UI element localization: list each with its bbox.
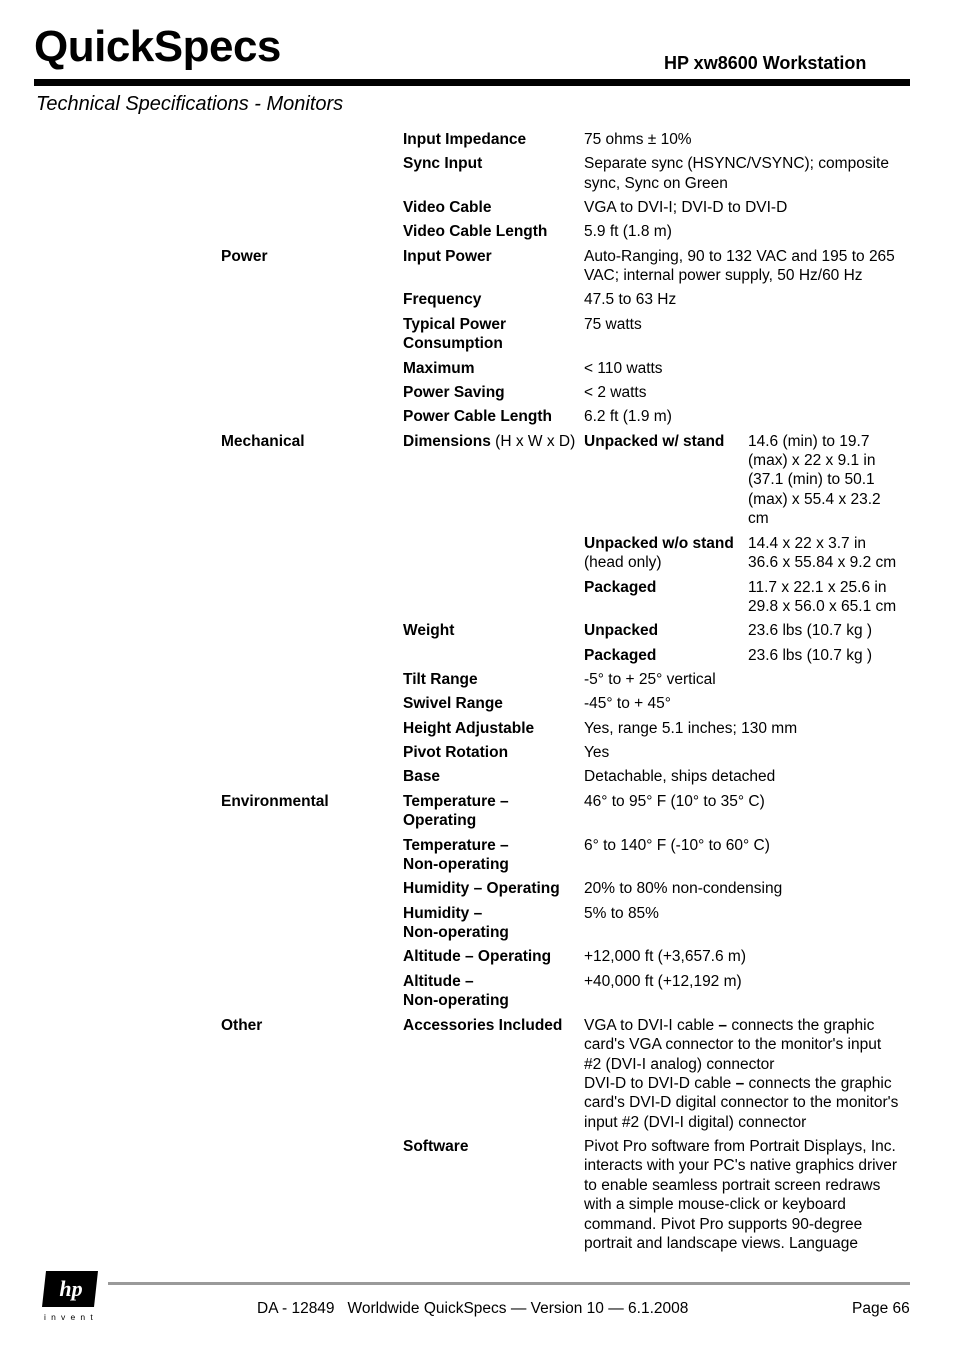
section-title: Technical Specifications - Monitors xyxy=(36,93,344,115)
altitude-operating-value: +12,000 ft (+3,657.6 m) xyxy=(584,948,746,965)
accessories-vga-lead: VGA to DVI-I cable xyxy=(584,1017,715,1034)
header-rule xyxy=(34,79,910,86)
unpacked-stand-label: Unpacked w/ stand xyxy=(584,433,725,450)
sync-input-value-line1: Separate sync (HSYNC/VSYNC); composite xyxy=(584,155,889,172)
packaged-dim-line2: 29.8 x 56.0 x 65.1 cm xyxy=(748,598,897,615)
typical-power-label-line2: Consumption xyxy=(403,335,503,352)
pivot-rotation-value: Yes xyxy=(584,744,610,761)
accessories-dvi-lead: DVI-D to DVI-D cable xyxy=(584,1075,732,1092)
humidity-non-operating-value: 5% to 85% xyxy=(584,905,659,922)
unpacked-stand-line1: 14.6 (min) to 19.7 xyxy=(748,433,870,450)
packaged-dim-label: Packaged xyxy=(584,579,657,596)
maximum-label: Maximum xyxy=(403,360,475,377)
base-value: Detachable, ships detached xyxy=(584,768,776,785)
packaged-dim-line1: 11.7 x 22.1 x 25.6 in xyxy=(748,579,887,596)
weight-packaged-label: Packaged xyxy=(584,647,657,664)
page-number: Page 66 xyxy=(852,1300,910,1317)
sync-input-label: Sync Input xyxy=(403,155,483,172)
power-saving-label: Power Saving xyxy=(403,384,505,401)
temp-non-operating-label-line1: Temperature – xyxy=(403,837,509,854)
accessories-vga-dash: – xyxy=(714,1017,732,1034)
unpacked-no-stand-line1: 14.4 x 22 x 3.7 in xyxy=(748,535,867,552)
dimensions-label-suffix: (H x W x D) xyxy=(490,433,576,450)
temp-non-operating-label-line2: Non-operating xyxy=(403,856,509,873)
maximum-value: < 110 watts xyxy=(584,360,663,377)
frequency-label: Frequency xyxy=(403,291,482,308)
weight-label: Weight xyxy=(403,622,455,639)
footer-rule xyxy=(108,1282,910,1285)
accessories-dvi-line1 xyxy=(584,1074,892,1094)
software-label: Software xyxy=(403,1138,469,1155)
temp-non-operating-value: 6° to 140° F (-10° to 60° C) xyxy=(584,837,770,854)
humidity-non-operating-label-line1: Humidity – xyxy=(403,905,483,922)
input-impedance-value: 75 ohms ± 10% xyxy=(584,131,692,148)
dimensions-label-bold: Dimensions xyxy=(403,433,491,450)
accessories-dvi-line2: card's DVI-D digital connector to the monitor's xyxy=(584,1094,899,1111)
unpacked-stand-line4: (max) x 55.4 x 23.2 xyxy=(748,491,881,508)
dimensions-label xyxy=(403,432,575,452)
hp-logo-text: hp xyxy=(59,1276,83,1301)
category-power: Power xyxy=(221,248,268,265)
software-line2: interacts with your PC's native graphics driver xyxy=(584,1157,898,1174)
unpacked-stand-line5: cm xyxy=(748,510,769,527)
tilt-range-label: Tilt Range xyxy=(403,671,478,688)
software-line6: portrait and landscape views. Language xyxy=(584,1235,859,1252)
power-cable-length-value: 6.2 ft (1.9 m) xyxy=(584,408,672,425)
unpacked-no-stand-line2: 36.6 x 55.84 x 9.2 cm xyxy=(748,554,897,571)
accessories-vga-line1 xyxy=(584,1016,874,1036)
footer-doc-info: DA - 12849 Worldwide QuickSpecs — Version 10 — 6.1.2008 xyxy=(257,1300,689,1317)
product-name: HP xw8600 Workstation xyxy=(664,53,867,73)
temp-operating-label-line2: Operating xyxy=(403,812,477,829)
input-power-value-line1: Auto-Ranging, 90 to 132 VAC and 195 to 265 xyxy=(584,248,895,265)
accessories-dvi-dash: – xyxy=(731,1075,749,1092)
input-impedance-label: Input Impedance xyxy=(403,131,527,148)
weight-unpacked-label: Unpacked xyxy=(584,622,659,639)
category-other: Other xyxy=(221,1017,263,1034)
video-cable-length-label: Video Cable Length xyxy=(403,223,548,240)
software-line3: to enable seamless portrait screen redraws xyxy=(584,1177,881,1194)
unpacked-no-stand-sublabel: (head only) xyxy=(584,554,662,571)
page-title: QuickSpecs xyxy=(34,22,281,71)
invent-tagline: invent xyxy=(44,1312,98,1322)
height-adjustable-value: Yes, range 5.1 inches; 130 mm xyxy=(584,720,798,737)
accessories-label: Accessories Included xyxy=(403,1017,563,1034)
unpacked-stand-line3: (37.1 (min) to 50.1 xyxy=(748,471,875,488)
category-environmental: Environmental xyxy=(221,793,329,810)
humidity-operating-value: 20% to 80% non-condensing xyxy=(584,880,783,897)
typical-power-value: 75 watts xyxy=(584,316,642,333)
accessories-vga-line3: #2 (DVI-I analog) connector xyxy=(584,1056,775,1073)
altitude-non-operating-value: +40,000 ft (+12,192 m) xyxy=(584,973,742,990)
typical-power-label-line1: Typical Power xyxy=(403,316,507,333)
weight-packaged-value: 23.6 lbs (10.7 kg ) xyxy=(748,647,873,664)
software-line1: Pivot Pro software from Portrait Displays, Inc. xyxy=(584,1138,896,1155)
altitude-non-operating-label-line1: Altitude – xyxy=(403,973,474,990)
swivel-range-value: -45° to + 45° xyxy=(584,695,671,712)
base-label: Base xyxy=(403,768,441,785)
accessories-vga-line2: card's VGA connector to the monitor's input xyxy=(584,1036,882,1053)
video-cable-label: Video Cable xyxy=(403,199,492,216)
humidity-operating-label: Humidity – Operating xyxy=(403,880,560,897)
sync-input-value-line2: sync, Sync on Green xyxy=(584,175,728,192)
temp-operating-label-line1: Temperature – xyxy=(403,793,509,810)
power-saving-value: < 2 watts xyxy=(584,384,647,401)
swivel-range-label: Swivel Range xyxy=(403,695,503,712)
altitude-operating-label: Altitude – Operating xyxy=(403,948,552,965)
frequency-value: 47.5 to 63 Hz xyxy=(584,291,677,308)
power-cable-length-label: Power Cable Length xyxy=(403,408,552,425)
unpacked-stand-line2: (max) x 22 x 9.1 in xyxy=(748,452,876,469)
accessories-vga-rest: connects the graphic xyxy=(731,1017,875,1034)
category-mechanical: Mechanical xyxy=(221,433,305,450)
weight-unpacked-value: 23.6 lbs (10.7 kg ) xyxy=(748,622,873,639)
video-cable-length-value: 5.9 ft (1.8 m) xyxy=(584,223,672,240)
temp-operating-value: 46° to 95° F (10° to 35° C) xyxy=(584,793,765,810)
input-power-label: Input Power xyxy=(403,248,492,265)
height-adjustable-label: Height Adjustable xyxy=(403,720,535,737)
pivot-rotation-label: Pivot Rotation xyxy=(403,744,509,761)
input-power-value-line2: VAC; internal power supply, 50 Hz/60 Hz xyxy=(584,267,863,284)
altitude-non-operating-label-line2: Non-operating xyxy=(403,992,509,1009)
video-cable-value: VGA to DVI-I; DVI-D to DVI-D xyxy=(584,199,788,216)
hp-logo xyxy=(40,1269,100,1309)
software-line5: command. Pivot Pro supports 90-degree xyxy=(584,1216,863,1233)
humidity-non-operating-label-line2: Non-operating xyxy=(403,924,509,941)
accessories-dvi-line3: input #2 (DVI-I digital) connector xyxy=(584,1114,807,1131)
accessories-dvi-rest: connects the graphic xyxy=(748,1075,892,1092)
unpacked-no-stand-label: Unpacked w/o stand xyxy=(584,535,734,552)
tilt-range-value: -5° to + 25° vertical xyxy=(584,671,716,688)
software-line4: with a simple mouse-click or keyboard xyxy=(584,1196,846,1213)
